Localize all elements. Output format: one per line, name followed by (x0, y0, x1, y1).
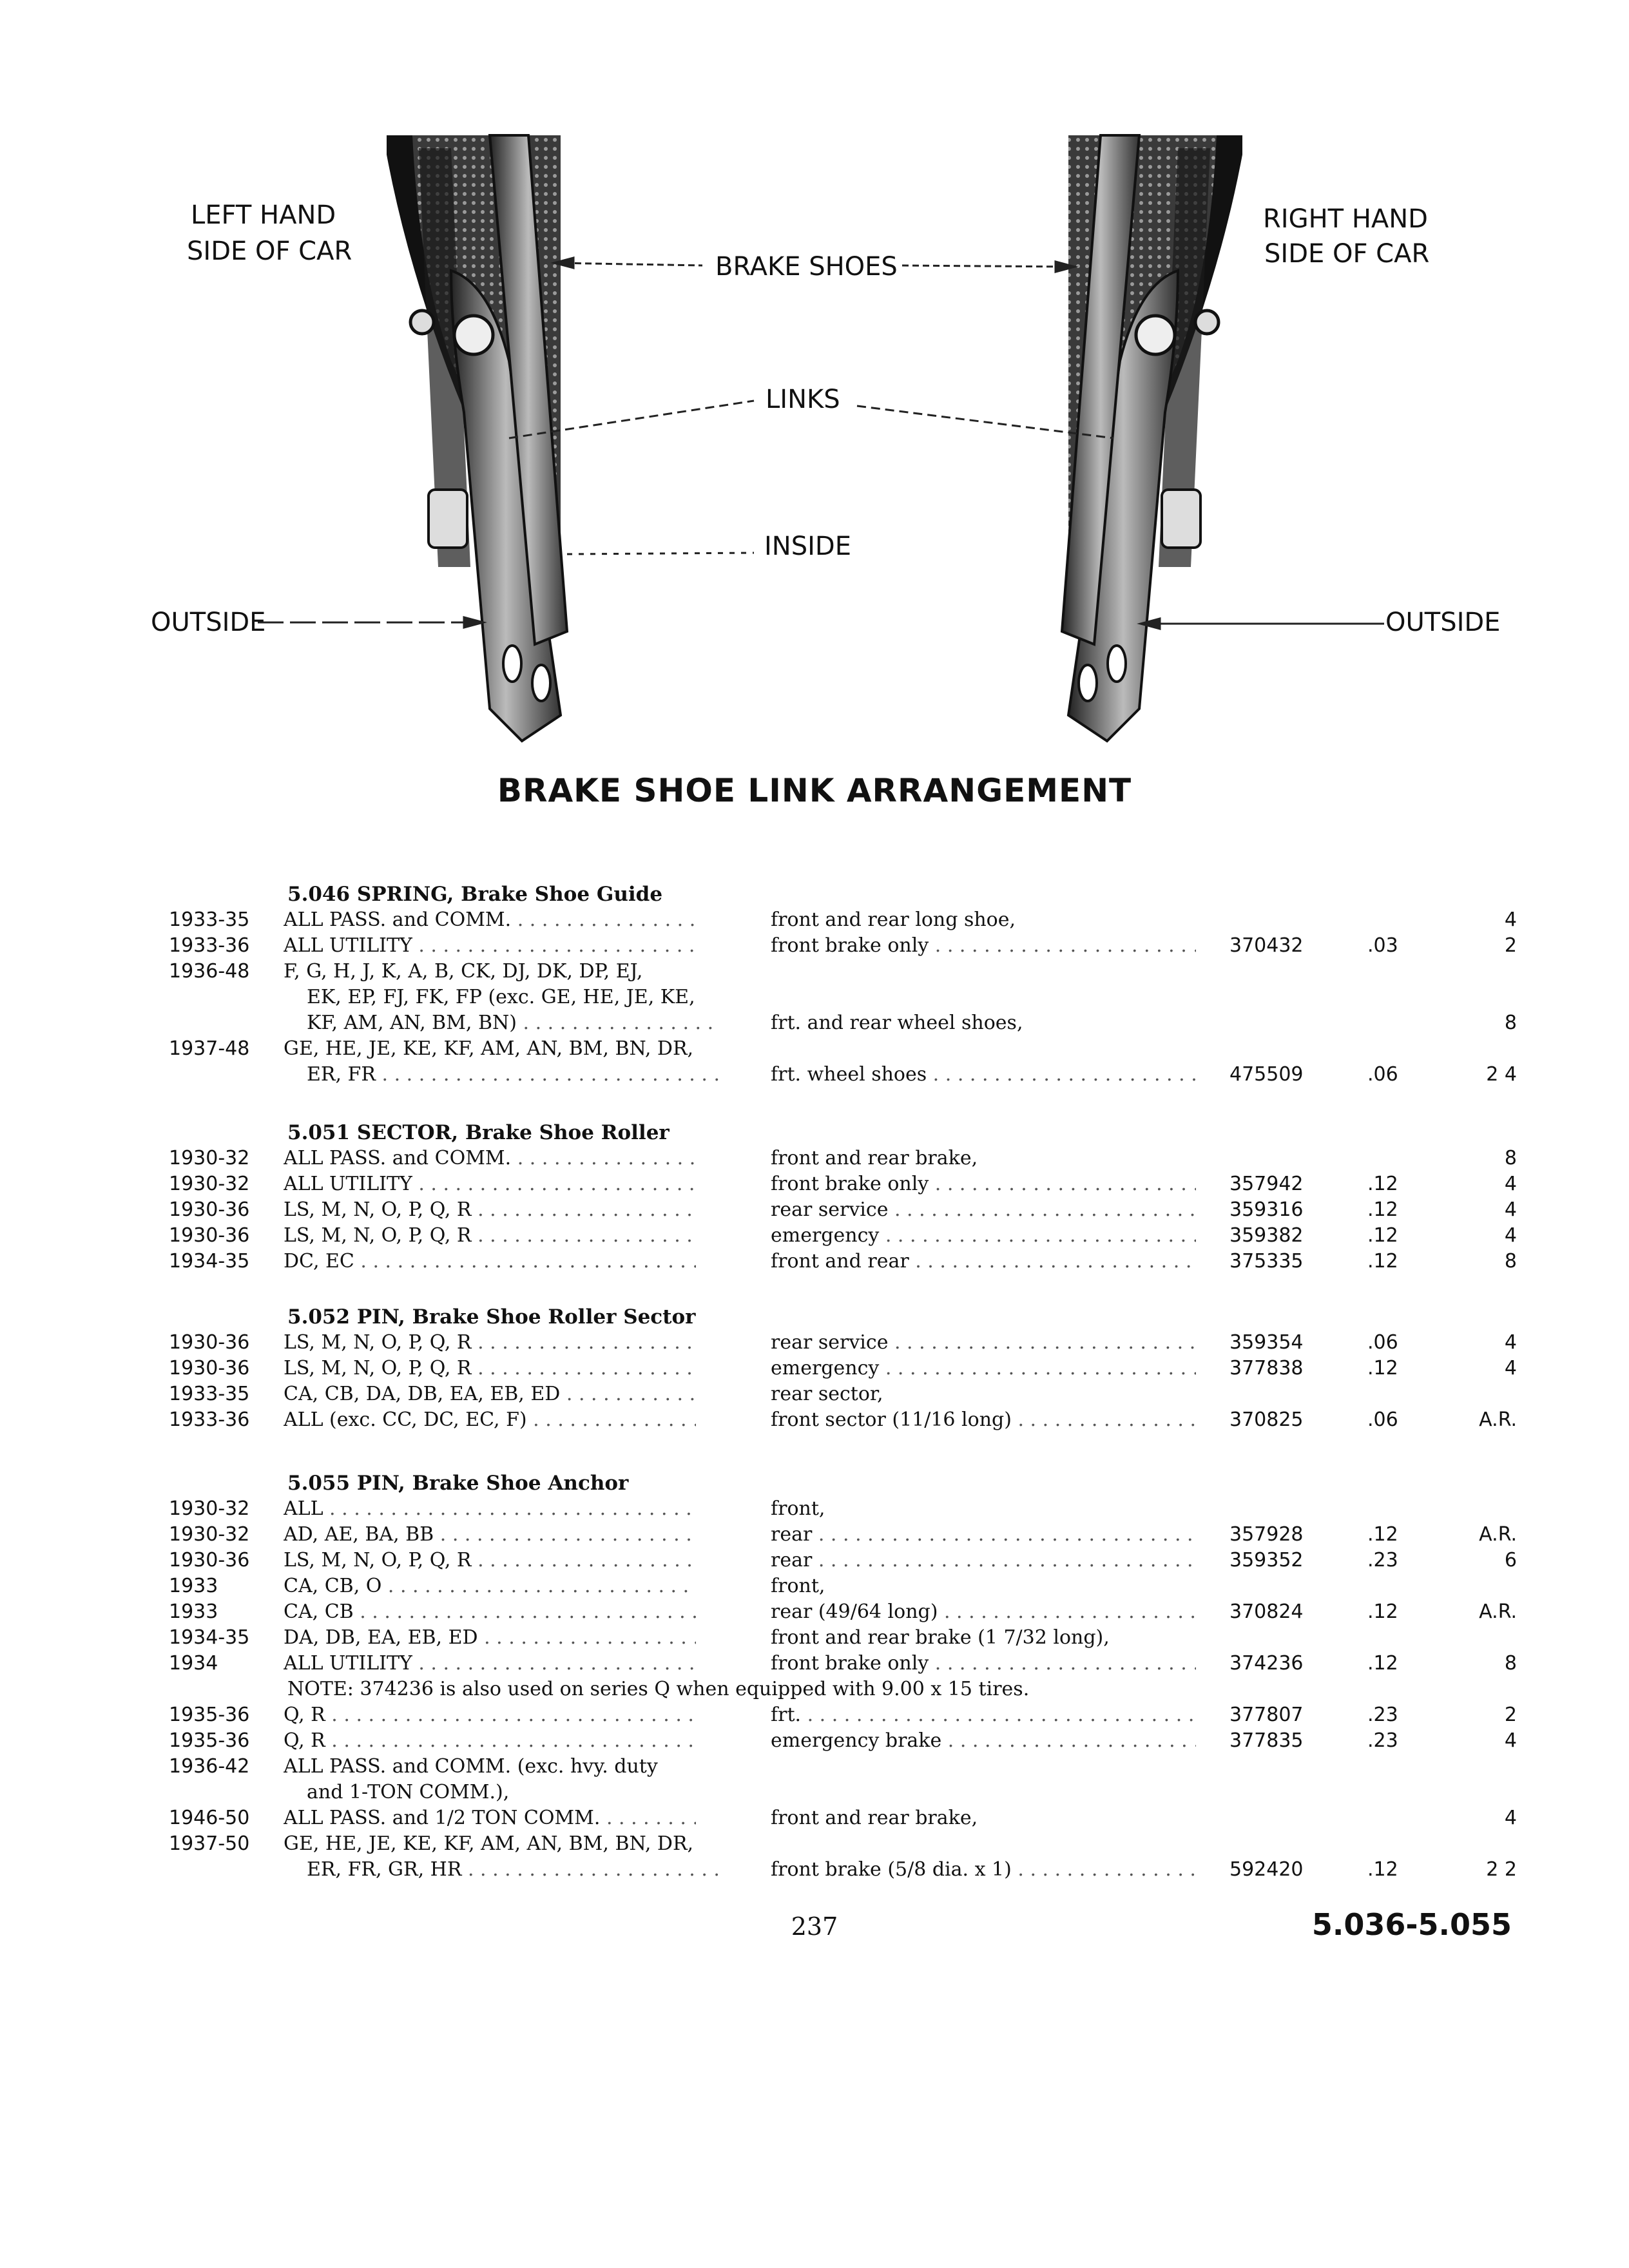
row-models: KF, AM, AN, BM, BN) . . . (307, 1010, 719, 1036)
row-description: front brake only . . . (771, 933, 1196, 959)
row-quantity: 2 2 (1486, 1858, 1517, 1881)
section-note: NOTE: 374236 is also used on series Q when equipped with 9.00 x 15 tires. (287, 1678, 1030, 1700)
row-models: ALL PASS. and COMM. . . . (284, 907, 696, 933)
row-models: ALL PASS. and COMM. . . . (284, 1146, 696, 1171)
row-description: frt. and rear wheel shoes, (771, 1012, 1023, 1034)
row-price: .12 (1367, 1600, 1398, 1623)
row-description: rear sector, (771, 1383, 883, 1405)
row-models: CA, CB . . . (284, 1599, 696, 1625)
row-description: emergency . . . (771, 1356, 1196, 1381)
section-heading: 5.055 PIN, Brake Shoe Anchor (287, 1472, 629, 1495)
row-price: .06 (1367, 1063, 1398, 1086)
row-part-number: 359352 (1229, 1549, 1304, 1571)
row-year: 1933 (169, 1575, 218, 1597)
row-description: frt. . . . (771, 1702, 1196, 1728)
row-year: 1933-36 (169, 934, 250, 957)
row-part-number: 359316 (1229, 1198, 1304, 1221)
row-description: front and rear brake, (771, 1147, 978, 1169)
row-quantity: 8 (1504, 1012, 1517, 1034)
row-year: 1933-35 (169, 1383, 250, 1405)
table-row (0, 1223, 1629, 1249)
row-year: 1930-36 (169, 1357, 250, 1379)
table-row (0, 1573, 1629, 1599)
label-left-hand: LEFT HAND (191, 200, 336, 230)
row-quantity: 6 (1504, 1549, 1517, 1571)
row-models: GE, HE, JE, KE, KF, AM, AN, BM, BN, DR, (284, 1832, 694, 1855)
row-models: ALL PASS. and COMM. (exc. hvy. duty (284, 1755, 658, 1778)
table-row (0, 1171, 1629, 1197)
row-price: .06 (1367, 1408, 1398, 1431)
row-price: .06 (1367, 1331, 1398, 1354)
row-quantity: 8 (1504, 1147, 1517, 1169)
row-price: .12 (1367, 1858, 1398, 1881)
section-heading: 5.052 PIN, Brake Shoe Roller Sector (287, 1305, 696, 1329)
row-part-number: 370825 (1229, 1408, 1304, 1431)
row-year: 1930-36 (169, 1331, 250, 1354)
row-year: 1934 (169, 1652, 218, 1675)
row-price: .12 (1367, 1523, 1398, 1546)
row-year: 1937-48 (169, 1037, 250, 1060)
row-models: LS, M, N, O, P, Q, R . . . (284, 1356, 696, 1381)
row-quantity: 2 (1504, 1704, 1517, 1726)
row-part-number: 357928 (1229, 1523, 1304, 1546)
row-description: front, (771, 1575, 825, 1597)
row-part-number: 592420 (1229, 1858, 1304, 1881)
table-row (0, 1407, 1629, 1433)
table-row (0, 1831, 1629, 1857)
row-description: frt. wheel shoes . . . (771, 1062, 1196, 1088)
row-description: rear . . . (771, 1548, 1196, 1573)
row-models: CA, CB, DA, DB, EA, EB, ED . . . (284, 1381, 696, 1407)
row-quantity: 4 (1504, 1224, 1517, 1247)
table-row (0, 1805, 1629, 1831)
row-description: rear service . . . (771, 1197, 1196, 1223)
table-row (0, 1381, 1629, 1407)
row-models: ER, FR . . . (307, 1062, 719, 1088)
row-description: front and rear long shoe, (771, 908, 1016, 931)
row-year: 1934-35 (169, 1250, 250, 1273)
label-left-side: SIDE OF CAR (187, 236, 352, 266)
row-quantity: 4 (1504, 908, 1517, 931)
row-models: DA, DB, EA, EB, ED . . . (284, 1625, 696, 1651)
row-quantity: A.R. (1479, 1408, 1517, 1431)
label-links: LINKS (766, 385, 840, 414)
row-price: .03 (1367, 934, 1398, 957)
row-quantity: 4 (1504, 1331, 1517, 1354)
row-part-number: 377807 (1229, 1704, 1304, 1726)
row-year: 1933-36 (169, 1408, 250, 1431)
row-price: .23 (1367, 1729, 1398, 1752)
row-models: CA, CB, O . . . (284, 1573, 696, 1599)
row-year: 1930-36 (169, 1198, 250, 1221)
row-part-number: 359354 (1229, 1331, 1304, 1354)
row-models: ALL . . . (284, 1496, 696, 1522)
row-models: AD, AE, BA, BB . . . (284, 1522, 696, 1548)
table-row (0, 1496, 1629, 1522)
row-models: F, G, H, J, K, A, B, CK, DJ, DK, DP, EJ, (284, 960, 643, 983)
label-inside: INSIDE (764, 532, 851, 561)
row-price: .12 (1367, 1198, 1398, 1221)
row-models: and 1-TON COMM.), (307, 1781, 510, 1803)
row-description: emergency . . . (771, 1223, 1196, 1249)
row-part-number: 375335 (1229, 1250, 1304, 1273)
row-description: front and rear . . . (771, 1249, 1196, 1274)
row-price: .12 (1367, 1250, 1398, 1273)
row-price: .23 (1367, 1704, 1398, 1726)
row-models: ER, FR, GR, HR . . . (307, 1857, 719, 1883)
row-description: front brake (5/8 dia. x 1) . . . (771, 1857, 1196, 1883)
row-models: ALL UTILITY . . . (284, 933, 696, 959)
table-row (0, 933, 1629, 959)
page-number: 237 (791, 1912, 838, 1941)
table-row (0, 1728, 1629, 1754)
row-models: Q, R . . . (284, 1728, 696, 1754)
row-models: LS, M, N, O, P, Q, R . . . (284, 1548, 696, 1573)
label-right-side: SIDE OF CAR (1264, 239, 1430, 269)
row-year: 1935-36 (169, 1729, 250, 1752)
row-quantity: A.R. (1479, 1523, 1517, 1546)
table-row (0, 1036, 1629, 1062)
row-part-number: 357942 (1229, 1173, 1304, 1195)
table-row (0, 1197, 1629, 1223)
row-models: ALL UTILITY . . . (284, 1651, 696, 1677)
row-year: 1930-32 (169, 1523, 250, 1546)
row-part-number: 475509 (1229, 1063, 1304, 1086)
row-models: ALL PASS. and 1/2 TON COMM. . . . (284, 1805, 696, 1831)
row-part-number: 377838 (1229, 1357, 1304, 1379)
row-quantity: 8 (1504, 1652, 1517, 1675)
row-part-number: 370432 (1229, 934, 1304, 957)
row-part-number: 377835 (1229, 1729, 1304, 1752)
row-price: .12 (1367, 1224, 1398, 1247)
row-models: LS, M, N, O, P, Q, R . . . (284, 1330, 696, 1356)
row-description: front and rear brake, (771, 1807, 978, 1829)
row-models: ALL (exc. CC, DC, EC, F) . . . (284, 1407, 696, 1433)
row-year: 1946-50 (169, 1807, 250, 1829)
row-quantity: 4 (1504, 1173, 1517, 1195)
table-row (0, 1625, 1629, 1651)
table-row (0, 1702, 1629, 1728)
table-row (0, 1146, 1629, 1171)
row-part-number: 374236 (1229, 1652, 1304, 1675)
table-row (0, 907, 1629, 933)
table-row (0, 1548, 1629, 1573)
label-brake-shoes: BRAKE SHOES (715, 252, 898, 282)
row-models: EK, EP, FJ, FK, FP (exc. GE, HE, JE, KE, (307, 986, 695, 1008)
row-year: 1930-32 (169, 1497, 250, 1520)
row-quantity: A.R. (1479, 1600, 1517, 1623)
table-row (0, 1857, 1629, 1883)
table-row (0, 1599, 1629, 1625)
row-description: emergency brake . . . (771, 1728, 1196, 1754)
row-year: 1936-48 (169, 960, 250, 983)
row-description: rear service . . . (771, 1330, 1196, 1356)
section-heading: 5.046 SPRING, Brake Shoe Guide (287, 883, 663, 906)
row-year: 1935-36 (169, 1704, 250, 1726)
label-outside-left: OUTSIDE (151, 608, 266, 637)
table-row (0, 1651, 1629, 1677)
table-row (0, 1010, 1629, 1036)
row-quantity: 4 (1504, 1357, 1517, 1379)
row-description: front sector (11/16 long) . . . (771, 1407, 1196, 1433)
row-quantity: 2 (1504, 934, 1517, 957)
row-quantity: 8 (1504, 1250, 1517, 1273)
row-year: 1930-36 (169, 1549, 250, 1571)
row-part-number: 370824 (1229, 1600, 1304, 1623)
table-row (0, 1356, 1629, 1381)
row-models: LS, M, N, O, P, Q, R . . . (284, 1223, 696, 1249)
row-year: 1933 (169, 1600, 218, 1623)
row-price: .23 (1367, 1549, 1398, 1571)
row-quantity: 4 (1504, 1807, 1517, 1829)
row-year: 1934-35 (169, 1626, 250, 1649)
label-right-hand: RIGHT HAND (1263, 204, 1428, 234)
row-part-number: 359382 (1229, 1224, 1304, 1247)
row-models: Q, R . . . (284, 1702, 696, 1728)
section-range: 5.036-5.055 (1311, 1907, 1512, 1942)
row-description: front brake only . . . (771, 1171, 1196, 1197)
table-row (0, 1522, 1629, 1548)
row-year: 1933-35 (169, 908, 250, 931)
row-price: .12 (1367, 1173, 1398, 1195)
table-row (0, 985, 1629, 1010)
figure-title: BRAKE SHOE LINK ARRANGEMENT (497, 772, 1132, 809)
row-year: 1930-32 (169, 1147, 250, 1169)
row-price: .12 (1367, 1652, 1398, 1675)
row-quantity: 2 4 (1486, 1063, 1517, 1086)
table-row (0, 1330, 1629, 1356)
row-description: rear . . . (771, 1522, 1196, 1548)
row-models: DC, EC . . . (284, 1249, 696, 1274)
row-description: front brake only . . . (771, 1651, 1196, 1677)
row-models: GE, HE, JE, KE, KF, AM, AN, BM, BN, DR, (284, 1037, 694, 1060)
row-year: 1930-32 (169, 1173, 250, 1195)
label-outside-right: OUTSIDE (1385, 608, 1501, 637)
row-quantity: 4 (1504, 1198, 1517, 1221)
row-models: ALL UTILITY . . . (284, 1171, 696, 1197)
row-quantity: 4 (1504, 1729, 1517, 1752)
table-row (0, 1780, 1629, 1805)
row-description: front and rear brake (1 7/32 long), (771, 1626, 1110, 1649)
table-row (0, 959, 1629, 985)
row-description: front, (771, 1497, 825, 1520)
row-year: 1930-36 (169, 1224, 250, 1247)
row-year: 1937-50 (169, 1832, 250, 1855)
table-row (0, 1062, 1629, 1088)
row-description: rear (49/64 long) . . . (771, 1599, 1196, 1625)
row-price: .12 (1367, 1357, 1398, 1379)
row-models: LS, M, N, O, P, Q, R . . . (284, 1197, 696, 1223)
table-row (0, 1754, 1629, 1780)
section-heading: 5.051 SECTOR, Brake Shoe Roller (287, 1121, 670, 1144)
table-row (0, 1249, 1629, 1274)
row-year: 1936-42 (169, 1755, 250, 1778)
